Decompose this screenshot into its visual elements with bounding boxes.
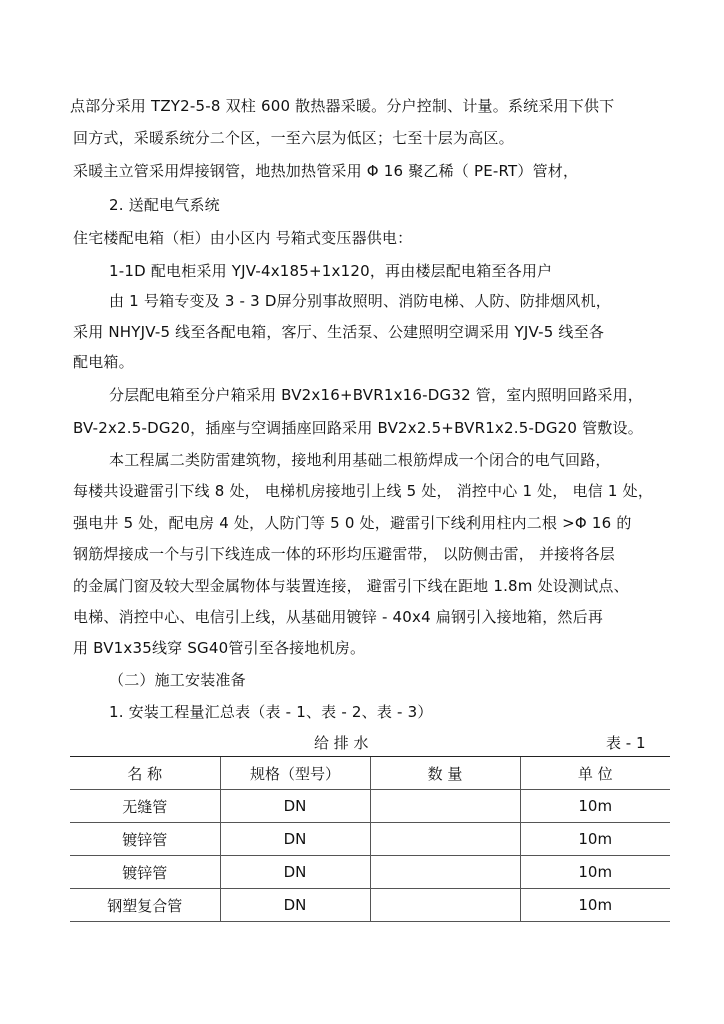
header-unit: 单 位 [520, 757, 670, 790]
cell-quantity [370, 790, 520, 823]
text-line-1: 点部分采用 TZY2-5-8 双柱 600 散热器采暖。分户控制、计量。系统采用下供下 [70, 97, 615, 115]
table-row [70, 889, 670, 922]
text-line-16: 的金属门窗及较大型金属物体与装置连接， 避雷引下线在距地 1.8m 处设测试点、 [73, 577, 629, 595]
text-line-13: 每楼共设避雷引下线 8 处， 电梯机房接地引上线 5 处， 消控中心 1 处， 电信 1 处， [73, 482, 654, 500]
text-line-7: 由 1 号箱专变及 3 - 3 D屏分别事故照明、消防电梯、人防、防排烟风机， [109, 292, 612, 310]
table-number: 表 - 1 [606, 734, 646, 752]
cell-name: 镀锌管 [70, 856, 220, 889]
cell-spec: DN [220, 790, 370, 823]
cell-unit: 10m [520, 790, 670, 823]
header-spec: 规格（型号） [220, 757, 370, 790]
table-row [70, 790, 670, 823]
table-caption: 给 排 水 [314, 734, 369, 752]
text-line-3: 采暖主立管采用焊接钢管，地热加热管采用 Φ 16 聚乙稀（ PE-RT）管材， [73, 162, 579, 180]
cell-name: 镀锌管 [70, 823, 220, 856]
quantity-table [70, 756, 670, 922]
cell-spec: DN [220, 856, 370, 889]
text-line-17: 电梯、消控中心、电信引上线，从基础用镀锌 - 40x4 扁钢引入接地箱，然后再 [73, 608, 604, 626]
cell-name: 钢塑复合管 [70, 889, 220, 922]
text-line-15: 钢筋焊接成一个与引下线连成一体的环形均压避雷带， 以防侧击雷， 并接将各层 [73, 545, 615, 563]
text-line-5: 住宅楼配电箱（柜）由小区内 号箱式变压器供电： [73, 229, 413, 247]
cell-unit: 10m [520, 889, 670, 922]
cell-name: 无缝管 [70, 790, 220, 823]
cell-spec: DN [220, 823, 370, 856]
text-line-14: 强电井 5 处，配电房 4 处，人防门等 5 0 处，避雷引下线利用柱内二根 >Φ 16 的 [73, 514, 632, 532]
header-name: 名 称 [70, 757, 220, 790]
cell-spec: DN [220, 889, 370, 922]
cell-quantity [370, 889, 520, 922]
header-quantity: 数 量 [370, 757, 520, 790]
section-heading-quantity-summary: 1. 安装工程量汇总表（表 - 1、表 - 2、表 - 3） [109, 703, 433, 721]
cell-unit: 10m [520, 856, 670, 889]
text-line-12: 本工程属二类防雷建筑物，接地利用基础二根筋焊成一个闭合的电气回路， [109, 451, 611, 469]
table-row [70, 823, 670, 856]
text-line-9: 配电箱。 [73, 353, 134, 371]
cell-quantity [370, 823, 520, 856]
text-line-2: 回方式，采暖系统分二个区，一至六层为低区；七至十层为高区。 [73, 129, 514, 147]
cell-quantity [370, 856, 520, 889]
text-line-18: 用 BV1x35线穿 SG40管引至各接地机房。 [73, 639, 366, 657]
cell-unit: 10m [520, 823, 670, 856]
table-row [70, 856, 670, 889]
section-heading-power: 2. 送配电气系统 [109, 196, 220, 214]
text-line-8: 采用 NHYJV-5 线至各配电箱，客厅、生活泵、公建照明空调采用 YJV-5 线至各 [73, 323, 605, 341]
table-header-row [70, 757, 670, 790]
section-heading-preparation: （二）施工安装准备 [109, 671, 246, 689]
text-line-11: BV-2x2.5-DG20，插座与空调插座回路采用 BV2x2.5+BVR1x2.5-DG20 管敷设。 [73, 419, 643, 437]
text-line-6: 1-1D 配电柜采用 YJV-4x185+1x120，再由楼层配电箱至各用户 [109, 262, 553, 280]
text-line-10: 分层配电箱至分户箱采用 BV2x16+BVR1x16-DG32 管，室内照明回路采用， [109, 386, 643, 404]
